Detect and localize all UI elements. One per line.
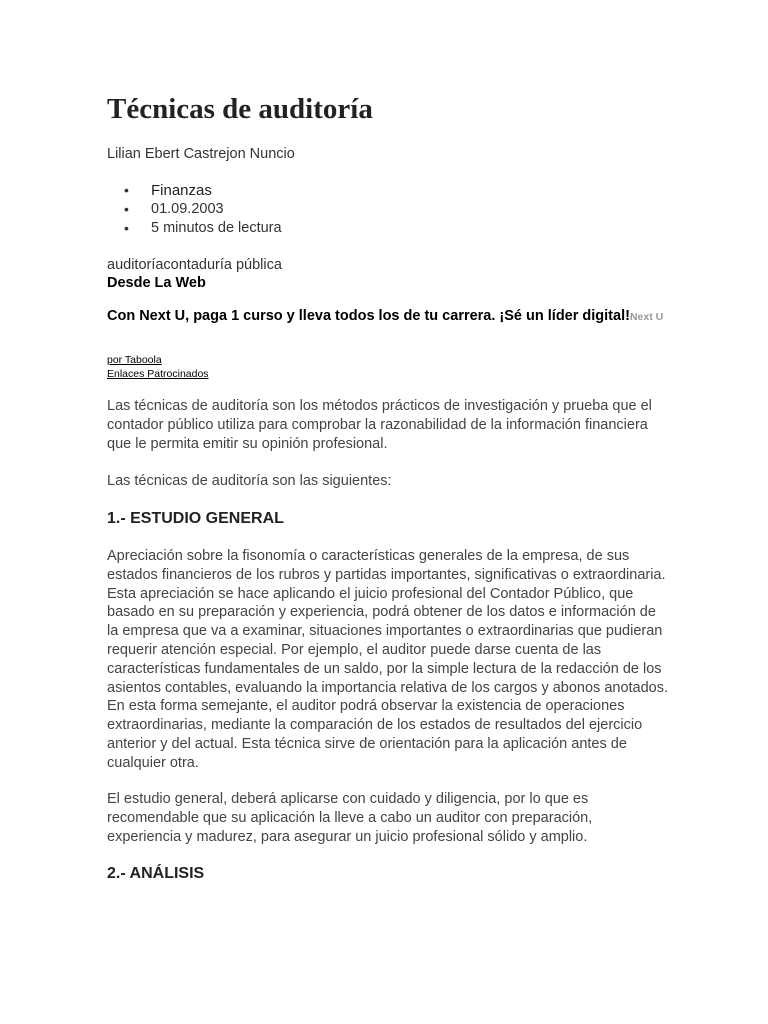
intro-paragraph: Las técnicas de auditoría son los métodos prácticos de investigación y prueba que el contador público utiliza para comprobar la razonabilidad de la información financiera que le permita emitir su opinión profesional.: [107, 398, 652, 452]
by-taboola-link[interactable]: por Taboola: [107, 354, 162, 366]
section-heading-estudio-general: 1.- ESTUDIO GENERAL: [107, 510, 284, 527]
read-time: • 5 minutos de lectura: [107, 219, 282, 238]
taboola-attribution: [107, 353, 209, 381]
sponsored-link-text[interactable]: Con Next U, paga 1 curso y lleva todos los de tu carrera. ¡Sé un líder digital!: [107, 308, 630, 324]
promo-heading: Desde La Web: [107, 275, 206, 291]
list-intro-paragraph: Las técnicas de auditoría son las siguientes:: [107, 473, 392, 489]
sponsored-source[interactable]: Next U: [629, 311, 664, 323]
sponsored-link[interactable]: [107, 307, 667, 327]
section1-paragraph-1: Apreciación sobre la fisonomía o características generales de la empresa, de sus estados financieros de los rubros y partidas importantes, significativas o extraordinaria. Esta apreciación se hace aplicando el juicio profesional del Contador Público, que basado en su preparación y experiencia, podrá obtener de los datos e información de la empresa que va a examinar, situaciones importantes o extraordinarias que pudieran requerir atención especial. Por ejemplo, el auditor puede darse cuenta de las características fundamentales de un saldo, por la simple lectura de la redacción de los asientos contables, evaluando la importancia relativa de los cargos y abonos anotados. En esta forma semejante, el auditor podrá observar la existencia de operaciones extraordinarias, mediante la comparación de los estados de resultados del ejercicio anterior y del actual. Esta técnica sirve de orientación para la aplicación antes de cualquier otra.: [107, 548, 669, 771]
category-label[interactable]: • Finanzas: [107, 181, 282, 200]
article-title: Técnicas de auditoría: [107, 93, 373, 125]
sponsored-links-link[interactable]: Enlaces Patrocinados: [107, 368, 209, 380]
section-heading-analisis: 2.- ANÁLISIS: [107, 865, 205, 882]
section1-paragraph-2: El estudio general, deberá aplicarse con cuidado y diligencia, por lo que es recomendable que su aplicación la lleve a cabo un auditor con preparación, experiencia y madurez, para asegurar un juicio profesional sólido y amplio.: [107, 791, 593, 845]
article-meta-list: [107, 181, 282, 238]
article-tags[interactable]: auditoríacontaduría pública: [107, 257, 282, 273]
author-name[interactable]: Lilian Ebert Castrejon Nuncio: [107, 146, 295, 162]
publish-date: • 01.09.2003: [107, 200, 282, 219]
